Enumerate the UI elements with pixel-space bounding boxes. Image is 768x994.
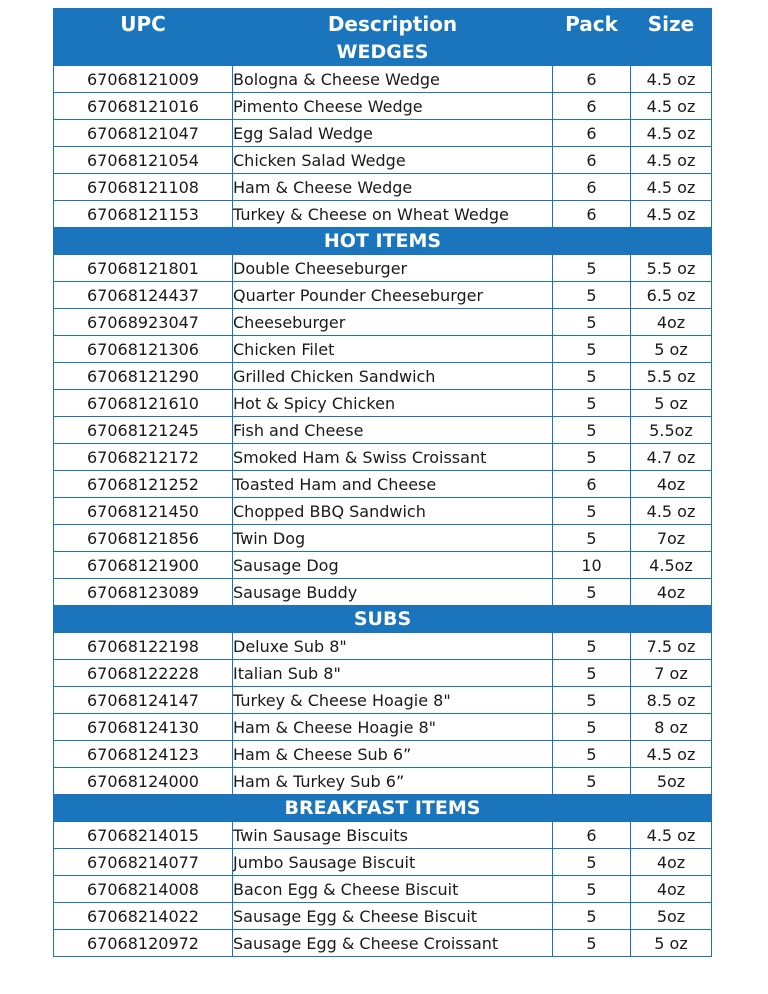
table-row xyxy=(54,336,712,363)
table-row xyxy=(54,849,712,876)
column-header-pack: Pack xyxy=(553,9,631,39)
size-cell: 4.5 oz xyxy=(631,147,712,174)
section-header-row xyxy=(54,606,712,633)
size-cell: 4oz xyxy=(631,309,712,336)
table-row xyxy=(54,120,712,147)
size-cell: 5oz xyxy=(631,903,712,930)
table-row xyxy=(54,498,712,525)
description-cell: Ham & Cheese Sub 6” xyxy=(233,741,553,768)
upc-cell: 67068121856 xyxy=(54,525,233,552)
description-cell: Pimento Cheese Wedge xyxy=(233,93,553,120)
column-header-size: Size xyxy=(631,9,712,39)
pack-cell: 6 xyxy=(553,93,631,120)
upc-cell: 67068124130 xyxy=(54,714,233,741)
size-cell: 4oz xyxy=(631,579,712,606)
table-row xyxy=(54,822,712,849)
upc-cell: 67068122228 xyxy=(54,660,233,687)
table-row xyxy=(54,471,712,498)
column-header-description: Description xyxy=(233,9,553,39)
description-cell: Grilled Chicken Sandwich xyxy=(233,363,553,390)
section-title: HOT ITEMS xyxy=(54,228,712,255)
section-header-row xyxy=(54,228,712,255)
pack-cell: 5 xyxy=(553,687,631,714)
pack-cell: 5 xyxy=(553,741,631,768)
size-cell: 5 oz xyxy=(631,930,712,957)
pack-cell: 5 xyxy=(553,930,631,957)
pack-cell: 5 xyxy=(553,255,631,282)
pack-cell: 6 xyxy=(553,174,631,201)
pack-cell: 5 xyxy=(553,714,631,741)
section-title: BREAKFAST ITEMS xyxy=(54,795,712,822)
size-cell: 5oz xyxy=(631,768,712,795)
table-row xyxy=(54,876,712,903)
description-cell: Chopped BBQ Sandwich xyxy=(233,498,553,525)
description-cell: Sausage Buddy xyxy=(233,579,553,606)
table-row xyxy=(54,687,712,714)
size-cell: 4oz xyxy=(631,876,712,903)
description-cell: Turkey & Cheese Hoagie 8" xyxy=(233,687,553,714)
upc-cell: 67068121306 xyxy=(54,336,233,363)
table-row xyxy=(54,444,712,471)
description-cell: Jumbo Sausage Biscuit xyxy=(233,849,553,876)
size-cell: 4.5 oz xyxy=(631,120,712,147)
pack-cell: 6 xyxy=(553,147,631,174)
pack-cell: 6 xyxy=(553,822,631,849)
upc-cell: 67068214015 xyxy=(54,822,233,849)
pack-cell: 5 xyxy=(553,282,631,309)
size-cell: 5.5 oz xyxy=(631,255,712,282)
description-cell: Sausage Egg & Cheese Biscuit xyxy=(233,903,553,930)
upc-cell: 67068121252 xyxy=(54,471,233,498)
section-title: WEDGES xyxy=(54,39,712,66)
upc-cell: 67068120972 xyxy=(54,930,233,957)
product-table xyxy=(53,8,712,957)
description-cell: Sausage Egg & Cheese Croissant xyxy=(233,930,553,957)
upc-cell: 67068121016 xyxy=(54,93,233,120)
upc-cell: 67068214022 xyxy=(54,903,233,930)
upc-cell: 67068124123 xyxy=(54,741,233,768)
upc-cell: 67068121054 xyxy=(54,147,233,174)
table-row xyxy=(54,309,712,336)
description-cell: Turkey & Cheese on Wheat Wedge xyxy=(233,201,553,228)
upc-cell: 67068123089 xyxy=(54,579,233,606)
pack-cell: 5 xyxy=(553,876,631,903)
table-header-row xyxy=(54,9,712,39)
pack-cell: 6 xyxy=(553,66,631,93)
table-row xyxy=(54,633,712,660)
pack-cell: 5 xyxy=(553,390,631,417)
upc-cell: 67068121009 xyxy=(54,66,233,93)
upc-cell: 67068121290 xyxy=(54,363,233,390)
pack-cell: 6 xyxy=(553,120,631,147)
table-row xyxy=(54,93,712,120)
upc-cell: 67068214077 xyxy=(54,849,233,876)
description-cell: Fish and Cheese xyxy=(233,417,553,444)
size-cell: 4.5 oz xyxy=(631,174,712,201)
section-header-row xyxy=(54,39,712,66)
upc-cell: 67068124147 xyxy=(54,687,233,714)
description-cell: Hot & Spicy Chicken xyxy=(233,390,553,417)
upc-cell: 67068121900 xyxy=(54,552,233,579)
description-cell: Double Cheeseburger xyxy=(233,255,553,282)
size-cell: 4oz xyxy=(631,471,712,498)
size-cell: 4.5 oz xyxy=(631,93,712,120)
description-cell: Ham & Cheese Hoagie 8" xyxy=(233,714,553,741)
size-cell: 4oz xyxy=(631,849,712,876)
pack-cell: 5 xyxy=(553,336,631,363)
size-cell: 8 oz xyxy=(631,714,712,741)
column-header-upc: UPC xyxy=(54,9,233,39)
table-row xyxy=(54,363,712,390)
size-cell: 4.5 oz xyxy=(631,66,712,93)
table-row xyxy=(54,390,712,417)
table-row xyxy=(54,417,712,444)
size-cell: 4.5 oz xyxy=(631,498,712,525)
section-title: SUBS xyxy=(54,606,712,633)
pack-cell: 5 xyxy=(553,363,631,390)
description-cell: Twin Sausage Biscuits xyxy=(233,822,553,849)
pack-cell: 5 xyxy=(553,660,631,687)
upc-cell: 67068121450 xyxy=(54,498,233,525)
table-row xyxy=(54,768,712,795)
table-row xyxy=(54,579,712,606)
table-row xyxy=(54,147,712,174)
table-row xyxy=(54,552,712,579)
pack-cell: 5 xyxy=(553,633,631,660)
size-cell: 4.5oz xyxy=(631,552,712,579)
size-cell: 4.5 oz xyxy=(631,822,712,849)
size-cell: 6.5 oz xyxy=(631,282,712,309)
size-cell: 7 oz xyxy=(631,660,712,687)
size-cell: 7oz xyxy=(631,525,712,552)
table-row xyxy=(54,714,712,741)
description-cell: Cheeseburger xyxy=(233,309,553,336)
upc-cell: 67068121801 xyxy=(54,255,233,282)
description-cell: Chicken Salad Wedge xyxy=(233,147,553,174)
upc-cell: 67068124437 xyxy=(54,282,233,309)
section-header-row xyxy=(54,795,712,822)
upc-cell: 67068923047 xyxy=(54,309,233,336)
table-row xyxy=(54,201,712,228)
size-cell: 5.5 oz xyxy=(631,363,712,390)
upc-cell: 67068121610 xyxy=(54,390,233,417)
size-cell: 5.5oz xyxy=(631,417,712,444)
description-cell: Deluxe Sub 8" xyxy=(233,633,553,660)
description-cell: Italian Sub 8" xyxy=(233,660,553,687)
description-cell: Chicken Filet xyxy=(233,336,553,363)
pack-cell: 6 xyxy=(553,201,631,228)
description-cell: Bacon Egg & Cheese Biscuit xyxy=(233,876,553,903)
table-row xyxy=(54,255,712,282)
size-cell: 4.5 oz xyxy=(631,741,712,768)
upc-cell: 67068212172 xyxy=(54,444,233,471)
table-row xyxy=(54,660,712,687)
upc-cell: 67068121245 xyxy=(54,417,233,444)
size-cell: 7.5 oz xyxy=(631,633,712,660)
pack-cell: 5 xyxy=(553,849,631,876)
pack-cell: 5 xyxy=(553,417,631,444)
size-cell: 5 oz xyxy=(631,390,712,417)
description-cell: Ham & Cheese Wedge xyxy=(233,174,553,201)
pack-cell: 5 xyxy=(553,768,631,795)
description-cell: Sausage Dog xyxy=(233,552,553,579)
size-cell: 4.5 oz xyxy=(631,201,712,228)
table-row xyxy=(54,282,712,309)
table-body xyxy=(54,39,712,957)
upc-cell: 67068122198 xyxy=(54,633,233,660)
pack-cell: 10 xyxy=(553,552,631,579)
description-cell: Smoked Ham & Swiss Croissant xyxy=(233,444,553,471)
pack-cell: 5 xyxy=(553,579,631,606)
pack-cell: 5 xyxy=(553,309,631,336)
description-cell: Twin Dog xyxy=(233,525,553,552)
size-cell: 4.7 oz xyxy=(631,444,712,471)
pack-cell: 5 xyxy=(553,444,631,471)
pack-cell: 5 xyxy=(553,525,631,552)
upc-cell: 67068124000 xyxy=(54,768,233,795)
size-cell: 5 oz xyxy=(631,336,712,363)
table-row xyxy=(54,66,712,93)
pack-cell: 5 xyxy=(553,498,631,525)
table-row xyxy=(54,174,712,201)
description-cell: Bologna & Cheese Wedge xyxy=(233,66,553,93)
pack-cell: 5 xyxy=(553,903,631,930)
table-row xyxy=(54,525,712,552)
upc-cell: 67068121047 xyxy=(54,120,233,147)
pack-cell: 6 xyxy=(553,471,631,498)
upc-cell: 67068121108 xyxy=(54,174,233,201)
upc-cell: 67068214008 xyxy=(54,876,233,903)
table-row xyxy=(54,903,712,930)
description-cell: Egg Salad Wedge xyxy=(233,120,553,147)
description-cell: Toasted Ham and Cheese xyxy=(233,471,553,498)
description-cell: Ham & Turkey Sub 6” xyxy=(233,768,553,795)
size-cell: 8.5 oz xyxy=(631,687,712,714)
table-row xyxy=(54,930,712,957)
upc-cell: 67068121153 xyxy=(54,201,233,228)
description-cell: Quarter Pounder Cheeseburger xyxy=(233,282,553,309)
table-row xyxy=(54,741,712,768)
